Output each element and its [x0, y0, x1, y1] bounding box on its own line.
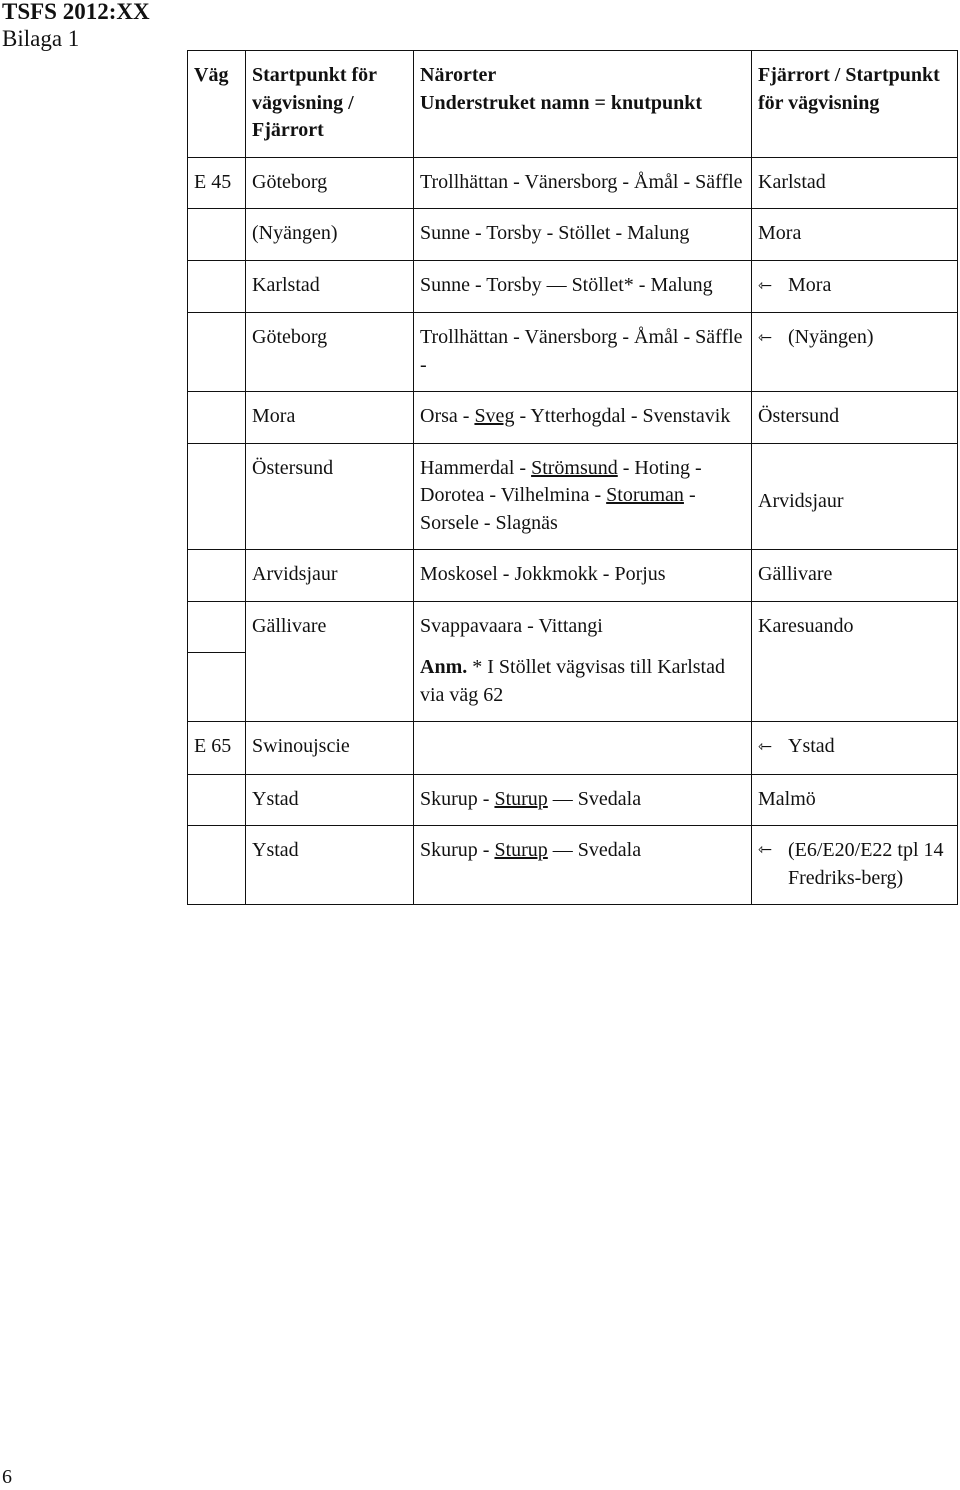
col-header-road: Väg	[188, 51, 246, 158]
cell-near	[414, 260, 752, 313]
cell-road: E 45	[188, 157, 246, 209]
far-text: (Nyängen)	[788, 326, 874, 348]
far-text: (E6/E20/E22 tpl 14 Fredriks-berg)	[788, 839, 944, 889]
cell-near	[414, 774, 752, 826]
cell-road: E 65	[188, 722, 246, 775]
near-text: Orsa -	[420, 405, 475, 427]
left-arrow-icon: ⇽	[758, 275, 773, 296]
col-header-near-label: Närorter	[420, 64, 497, 86]
table-row	[188, 826, 958, 905]
cell-far	[752, 260, 958, 313]
cell-road	[188, 550, 246, 602]
cell-road	[188, 774, 246, 826]
cell-near	[414, 722, 752, 775]
col-header-near-note: Understruket namn = knutpunkt	[420, 91, 703, 114]
near-text: Sunne - Torsby	[420, 273, 547, 296]
junction-name: Strömsund	[531, 456, 618, 479]
cell-start: Gällivare	[246, 601, 414, 652]
col-header-near	[414, 51, 752, 158]
table-row	[188, 209, 958, 261]
cell-far: Arvidsjaur	[752, 443, 958, 550]
near-text: Skurup -	[420, 839, 495, 861]
table-row	[188, 601, 958, 652]
cell-road	[188, 392, 246, 444]
table-row	[188, 722, 958, 775]
cell-start: (Nyängen)	[246, 209, 414, 261]
left-arrow-icon: ⇽	[758, 328, 773, 348]
table-row	[188, 550, 958, 602]
cell-far: Karlstad	[752, 157, 958, 209]
cell-near: Trollhättan - Vänersborg - Åmål - Säffle	[414, 157, 752, 209]
cell-near: Trollhättan - Vänersborg - Åmål - Säffle -	[414, 313, 752, 392]
far-hanging	[758, 837, 951, 892]
near-text: Hammerdal -	[420, 456, 532, 479]
cell-near	[414, 392, 752, 444]
cell-start: Ystad	[246, 826, 414, 905]
table-header-row	[188, 51, 958, 158]
note-text: * I Stöllet vägvisas till Karlstad via väg 62	[420, 656, 725, 706]
table-row	[188, 313, 958, 392]
cell-near: Moskosel - Jokkmokk - Porjus	[414, 550, 752, 602]
table-row	[188, 652, 958, 722]
dash: —	[547, 787, 578, 810]
cell-road	[188, 260, 246, 313]
cell-near	[414, 826, 752, 905]
cell-far	[752, 313, 958, 392]
cell-start	[246, 652, 414, 722]
junction-name: Sturup	[494, 839, 548, 861]
dash: —	[546, 273, 567, 296]
cell-far	[752, 826, 958, 905]
cell-far: Gällivare	[752, 550, 958, 602]
cell-road	[188, 601, 246, 652]
cell-road	[188, 443, 246, 550]
cell-far	[752, 652, 958, 722]
near-text: Svedala	[577, 839, 642, 861]
cell-start: Ystad	[246, 774, 414, 826]
near-text: - Sorsele - Slagnäs	[420, 484, 696, 534]
document-header	[2, 0, 150, 52]
cell-near	[414, 443, 752, 550]
appendix-label: Bilaga 1	[2, 26, 80, 51]
near-text: Stöllet* - Malung	[566, 273, 713, 296]
far-text: Ystad	[788, 735, 835, 757]
dash: —	[547, 839, 578, 861]
cell-road	[188, 826, 246, 905]
cell-start: Swinoujscie	[246, 722, 414, 775]
cell-start: Mora	[246, 392, 414, 444]
cell-near: Svappavaara - Vittangi	[414, 601, 752, 652]
left-arrow-icon: ⇽	[758, 840, 773, 860]
col-header-far: Fjärrort / Startpunkt för vägvisning	[752, 51, 958, 158]
cell-far: Malmö	[752, 774, 958, 826]
cell-near: Sunne - Torsby - Stöllet - Malung	[414, 209, 752, 261]
near-text: - Ytterhogdal - Svenstavik	[514, 405, 731, 427]
road-signage-table	[187, 50, 958, 905]
cell-far: Östersund	[752, 392, 958, 444]
cell-road	[188, 652, 246, 722]
table-row	[188, 443, 958, 550]
cell-road	[188, 209, 246, 261]
cell-note	[414, 652, 752, 722]
cell-far: Mora	[752, 209, 958, 261]
near-text: - Hoting - Dorotea - Vilhelmina -	[420, 456, 702, 506]
near-text: Svedala	[577, 787, 642, 810]
cell-start: Karlstad	[246, 260, 414, 313]
far-text: Mora	[788, 273, 832, 296]
cell-start: Göteborg	[246, 313, 414, 392]
table-row	[188, 392, 958, 444]
table-row	[188, 157, 958, 209]
near-text: Skurup -	[420, 787, 495, 810]
col-header-start: Startpunkt för vägvisning / Fjärrort	[246, 51, 414, 158]
junction-name: Sveg	[474, 405, 515, 427]
cell-start: Göteborg	[246, 157, 414, 209]
document-id: TSFS 2012:XX	[2, 0, 150, 24]
junction-name: Sturup	[494, 787, 548, 810]
junction-name: Storuman	[606, 484, 684, 506]
table-row	[188, 260, 958, 313]
page-number: 6	[2, 1466, 12, 1488]
note-label: Anm.	[420, 656, 468, 678]
cell-far: Karesuando	[752, 601, 958, 652]
cell-road	[188, 313, 246, 392]
table-row	[188, 774, 958, 826]
left-arrow-icon: ⇽	[758, 737, 773, 757]
cell-far	[752, 722, 958, 775]
cell-start: Östersund	[246, 443, 414, 550]
cell-start: Arvidsjaur	[246, 550, 414, 602]
